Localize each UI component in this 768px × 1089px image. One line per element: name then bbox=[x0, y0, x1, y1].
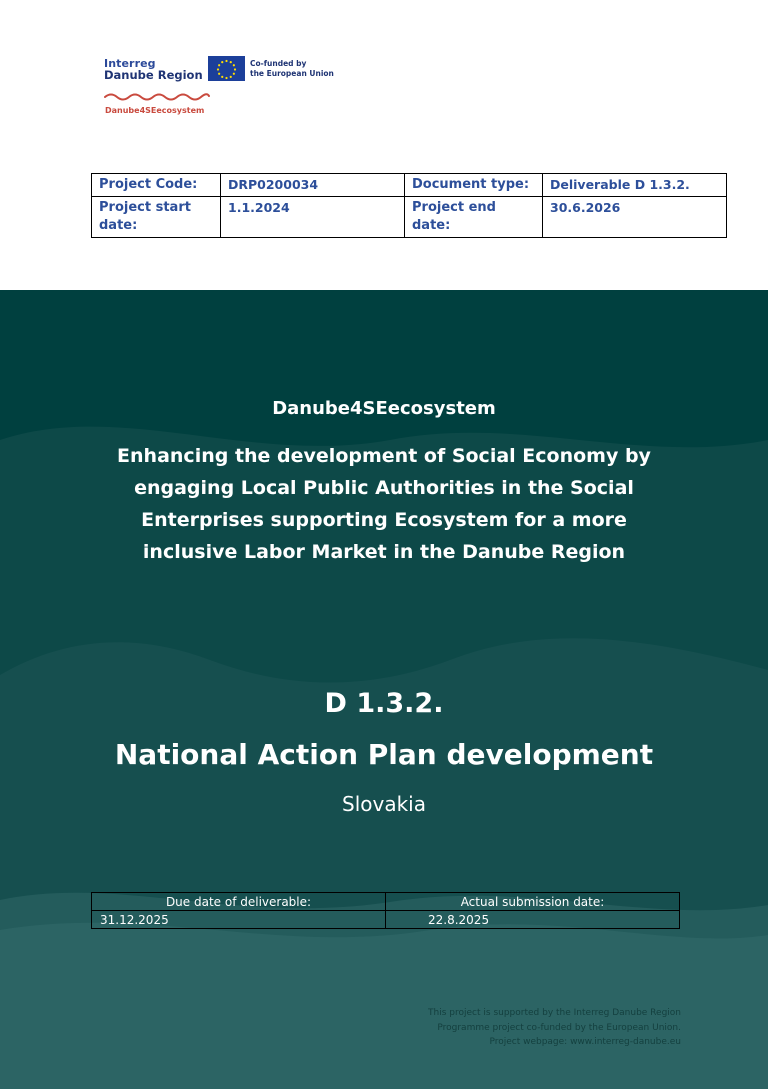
document-type-label: Document type: bbox=[405, 174, 543, 197]
due-date-value: 31.12.2025 bbox=[92, 911, 386, 929]
eu-text-line1: Co-funded by bbox=[250, 59, 307, 68]
deliverable-title: National Action Plan development bbox=[114, 738, 654, 771]
eu-cofunded-text bbox=[250, 59, 334, 79]
table-row bbox=[92, 174, 727, 197]
project-end-value: 30.6.2026 bbox=[543, 197, 727, 238]
project-start-value: 1.1.2024 bbox=[221, 197, 405, 238]
eu-flag-icon bbox=[208, 56, 245, 81]
footer-line-3: Project webpage: www.interreg-danube.eu bbox=[489, 1037, 681, 1047]
project-logo-text: Danube4SEecosystem bbox=[105, 106, 205, 115]
project-code-label: Project Code: bbox=[92, 174, 221, 197]
interreg-logo-line1: Interreg bbox=[104, 57, 156, 70]
interreg-logo-line2: Danube Region bbox=[104, 68, 203, 82]
submission-date-label: Actual submission date: bbox=[386, 893, 680, 911]
country-name: Slovakia bbox=[342, 792, 426, 816]
deliverable-code: D 1.3.2. bbox=[324, 688, 444, 719]
footer-line-2: Programme project co-funded by the European Union. bbox=[437, 1022, 681, 1033]
project-code-value: DRP0200034 bbox=[221, 174, 405, 197]
table-row bbox=[92, 197, 727, 238]
submission-date-value: 22.8.2025 bbox=[386, 911, 680, 929]
project-name: Danube4SEecosystem bbox=[272, 398, 496, 419]
funding-footer bbox=[428, 1006, 681, 1050]
wave-logo-icon bbox=[104, 91, 210, 105]
cover-section bbox=[0, 290, 768, 1089]
project-end-label: Project end date: bbox=[405, 197, 543, 238]
table-row bbox=[92, 893, 680, 911]
dates-table bbox=[91, 892, 680, 929]
footer-line-1: This project is supported by the Interreg Danube Region bbox=[428, 1008, 681, 1018]
table-row bbox=[92, 911, 680, 929]
project-info-table bbox=[91, 173, 727, 238]
logo-block bbox=[104, 55, 344, 125]
project-start-label: Project start date: bbox=[92, 197, 221, 238]
eu-text-line2: the European Union bbox=[250, 69, 334, 78]
project-description: Enhancing the development of Social Economy by engaging Local Public Authorities in the Social Enterprises supporting Ecosystem for a more inclusive Labor Market in the Danube Region bbox=[117, 445, 651, 563]
document-type-value: Deliverable D 1.3.2. bbox=[543, 174, 727, 197]
due-date-label: Due date of deliverable: bbox=[92, 893, 386, 911]
